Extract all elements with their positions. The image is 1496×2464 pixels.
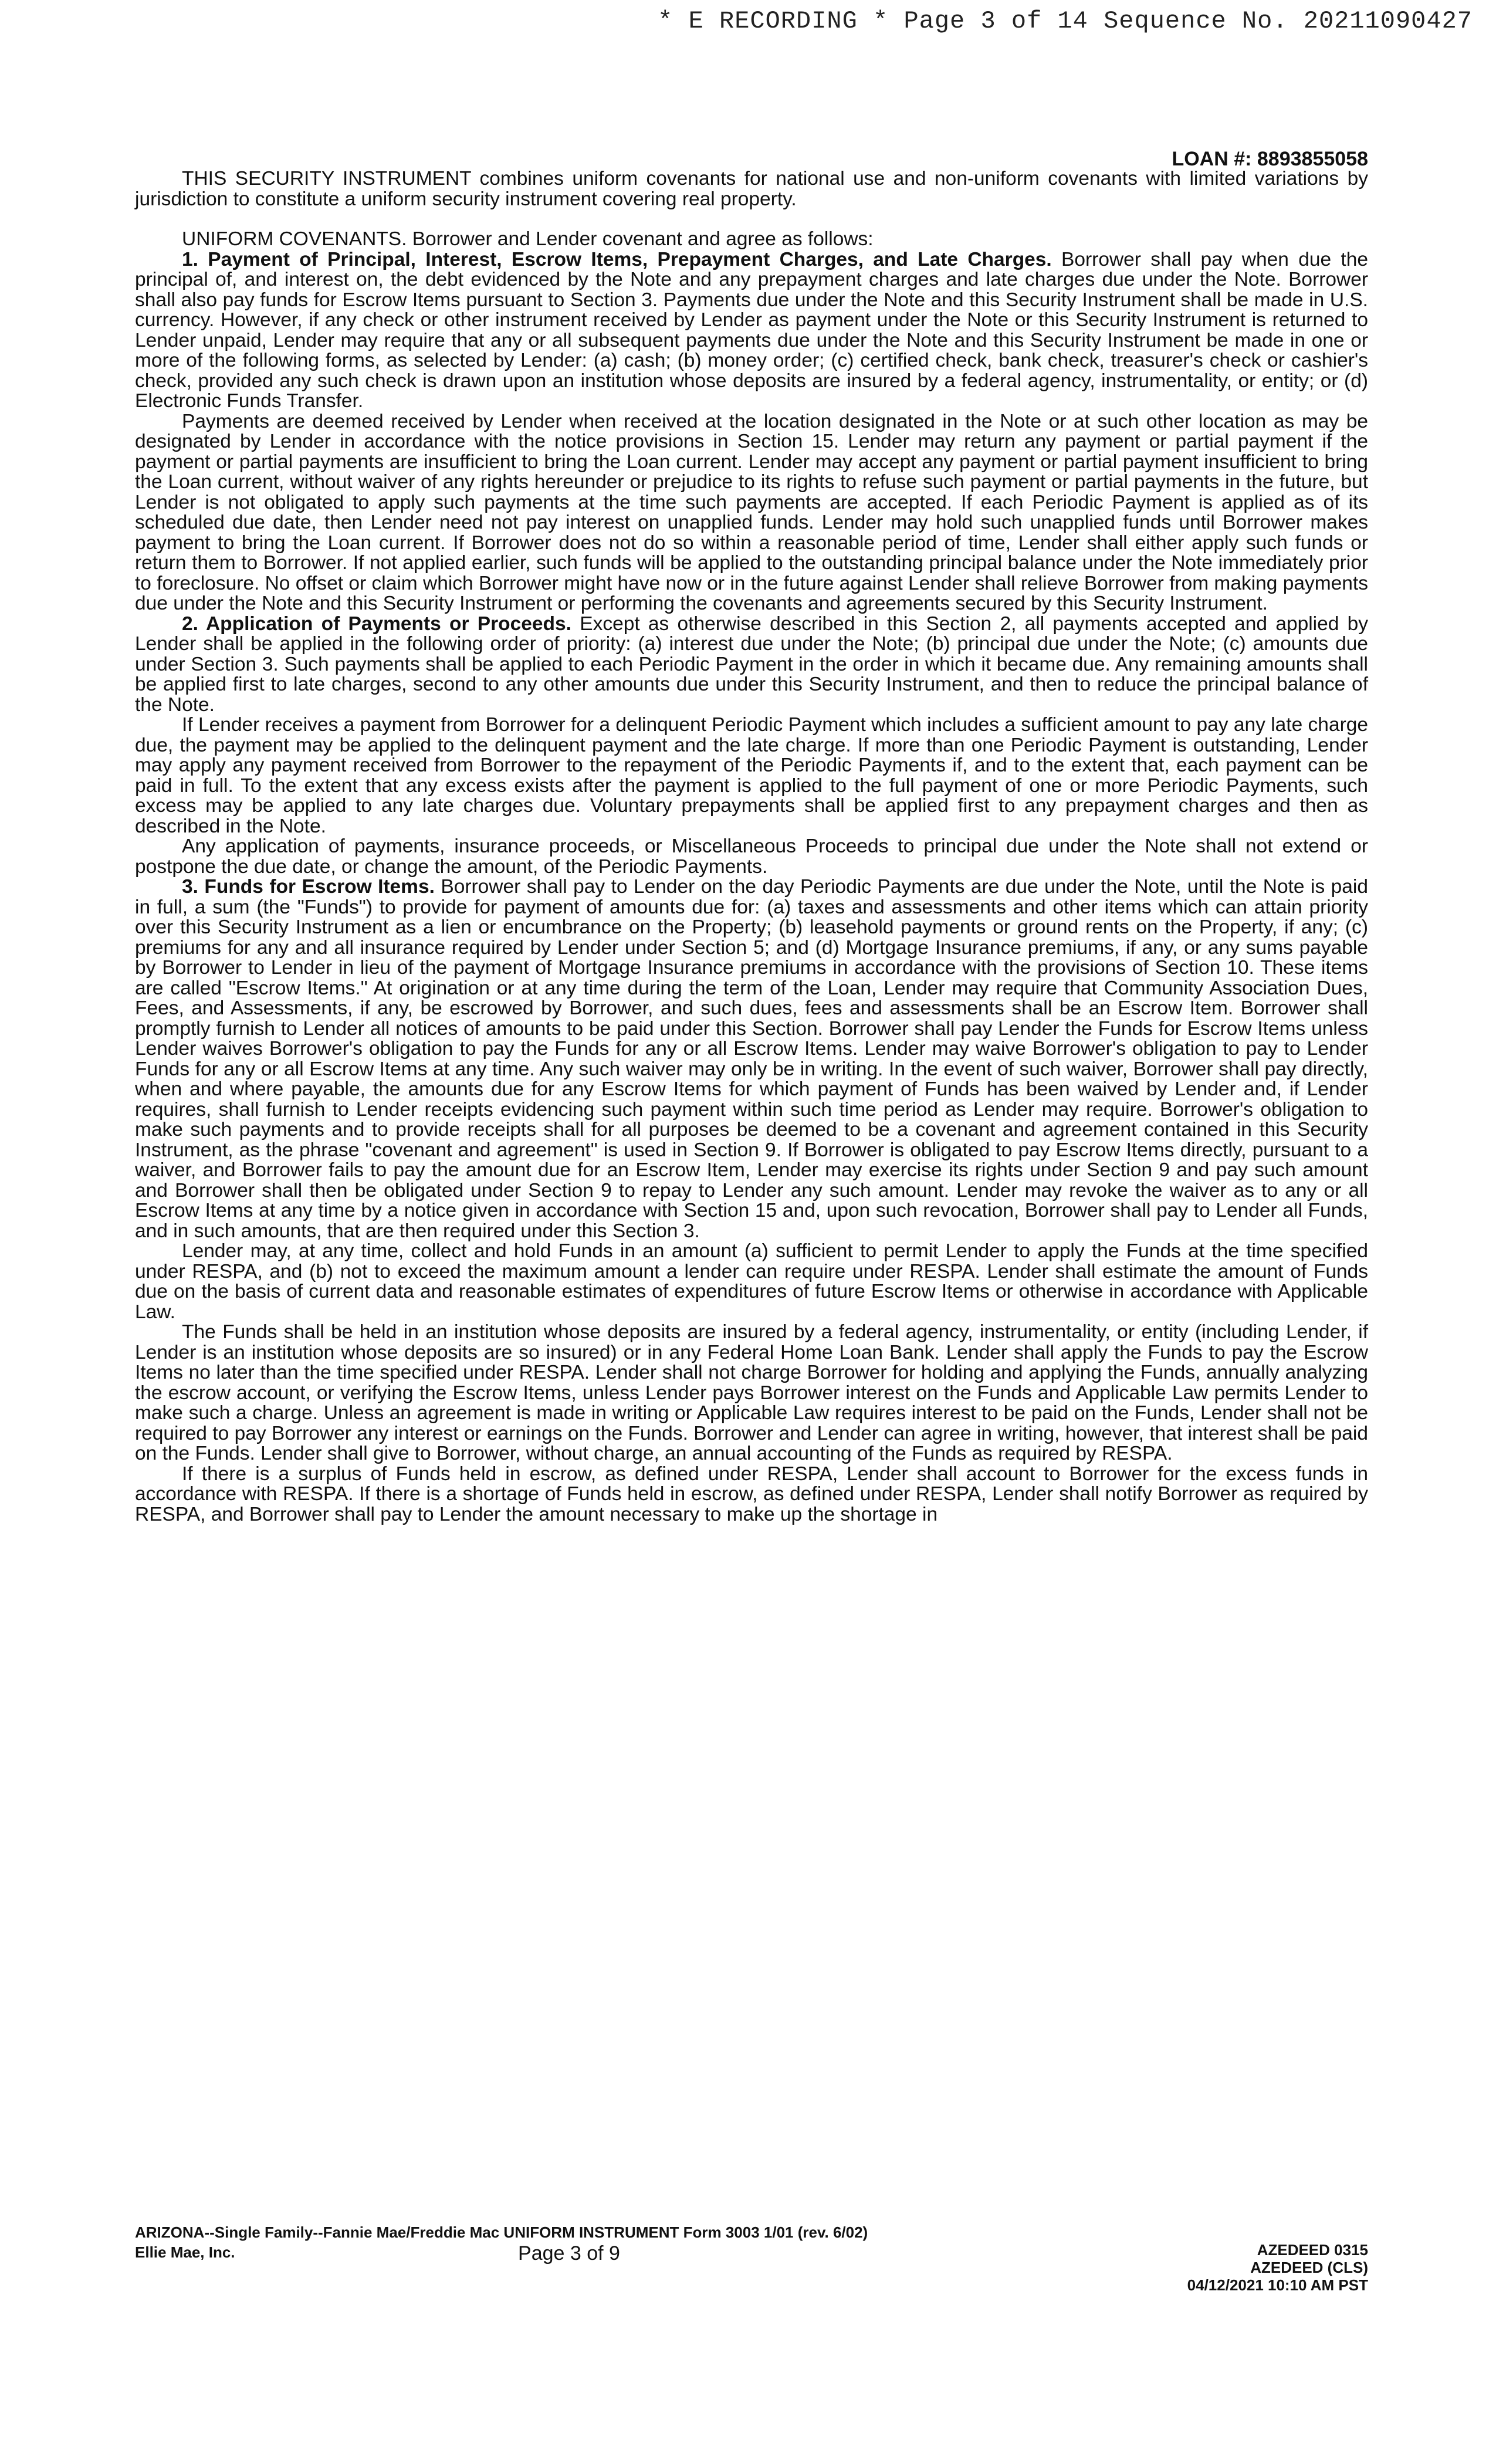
page-footer bbox=[135, 2223, 1368, 2329]
section-2-paragraph-2: If Lender receives a payment from Borrower for a delinquent Periodic Payment which includes a sufficient amount to pay any late charge due, the payment may be applied to the delinquent payment and the late charge. If more than one Periodic Payment is outstanding, Lender may apply any payment received from Borrower to the repayment of the Periodic Payments if, and to the extent that, each payment can be paid in full. To the extent that any excess exists after the payment is applied to the full payment of one or more Periodic Payments, such excess may be applied to any late charges due. Voluntary prepayments shall be applied first to any prepayment charges and then as described in the Note. bbox=[135, 714, 1368, 837]
section-3-paragraph bbox=[135, 877, 1368, 1241]
footer-form-line: ARIZONA--Single Family--Fannie Mae/Freddie Mac UNIFORM INSTRUMENT Form 3003 1/01 (rev. 6/02) bbox=[135, 2223, 868, 2241]
section-1-text: Borrower shall pay when due the principal of, and interest on, the debt evidenced by the Note and any prepayment charges and late charges due under the Note. Borrower shall also pay funds for Escrow Items pursuant to Section 3. Payments due under the Note and this Security Instrument shall be made in U.S. currency. However, if any check or other instrument received by Lender as payment under the Note or this Security Instrument is returned to Lender unpaid, Lender may require that any or all subsequent payments due under the Note and this Security Instrument be made in one or more of the following forms, as selected by Lender: (a) cash; (b) money order; (c) certified check, bank check, treasurer's check or cashier's check, provided any such check is drawn upon an institution whose deposits are insured by a federal agency, instrumentality, or entity; or (d) Electronic Funds Transfer. bbox=[135, 248, 1368, 412]
loan-number: LOAN #: 8893855058 bbox=[1172, 148, 1368, 170]
footer-timestamp: 04/12/2021 10:10 AM PST bbox=[1187, 2276, 1368, 2294]
section-1-paragraph bbox=[135, 250, 1368, 412]
uniform-covenants-heading: UNIFORM COVENANTS. Borrower and Lender covenant and agree as follows: bbox=[182, 228, 874, 250]
section-2-paragraph bbox=[135, 614, 1368, 716]
section-2-paragraph-3: Any application of payments, insurance proceeds, or Miscellaneous Proceeds to principal due under the Note shall not extend or postpone the due date, or change the amount, of the Periodic Payments. bbox=[135, 835, 1368, 878]
document-body bbox=[135, 169, 1368, 1525]
footer-company: Ellie Mae, Inc. bbox=[135, 2243, 235, 2261]
section-2-text: Except as otherwise described in this Section 2, all payments accepted and applied by Lender shall be applied in the following order of priority: (a) interest due under the Note; (b) principal due under the Note; (c) amounts due under Section 3. Such payments shall be applied to each Periodic Payment in the order in which it became due. Any remaining amounts shall be applied first to late charges, second to any other amounts due under this Security Instrument, and then to reduce the principal balance of the Note. bbox=[135, 612, 1369, 716]
section-3-paragraph-2: Lender may, at any time, collect and hold Funds in an amount (a) sufficient to permit Lender to apply the Funds at the time specified under RESPA, and (b) not to exceed the maximum amount a lender can require under RESPA. Lender shall estimate the amount of Funds due on the basis of current data and reasonable estimates of expenditures of future Escrow Items or otherwise in accordance with Applicable Law. bbox=[135, 1240, 1368, 1323]
footer-code-1: AZEDEED 0315 bbox=[1257, 2241, 1368, 2259]
intro-paragraph: THIS SECURITY INSTRUMENT combines uniform covenants for national use and non-uniform covenants with limited variations by jurisdiction to constitute a uniform security instrument covering real property. bbox=[135, 168, 1368, 210]
section-1-heading: 1. Payment of Principal, Interest, Escrow Items, Prepayment Charges, and Late Charges. bbox=[182, 248, 1052, 270]
section-2-heading: 2. Application of Payments or Proceeds. bbox=[182, 612, 571, 635]
footer-page-number: Page 3 of 9 bbox=[518, 2242, 620, 2265]
section-3-paragraph-3: The Funds shall be held in an institution whose deposits are insured by a federal agency, instrumentality, or entity (including Lender, if Lender is an institution whose deposits are so insured) or in any Federal Home Loan Bank. Lender shall apply the Funds to pay the Escrow Items no later than the time specified under RESPA. Lender shall not charge Borrower for holding and applying the Funds, annually analyzing the escrow account, or verifying the Escrow Items, unless Lender pays Borrower interest on the Funds and Applicable Law permits Lender to make such a charge. Unless an agreement is made in writing or Applicable Law requires interest to be paid on the Funds, Lender shall not be required to pay Borrower any interest or earnings on the Funds. Borrower and Lender can agree in writing, however, that interest shall be paid on the Funds. Lender shall give to Borrower, without charge, an annual accounting of the Funds as required by RESPA. bbox=[135, 1321, 1368, 1464]
recording-header: * E RECORDING * Page 3 of 14 Sequence No. 20211090427 bbox=[658, 7, 1473, 35]
section-3-heading: 3. Funds for Escrow Items. bbox=[182, 876, 435, 898]
section-3-paragraph-4: If there is a surplus of Funds held in escrow, as defined under RESPA, Lender shall account to Borrower for the excess funds in accordance with RESPA. If there is a shortage of Funds held in escrow, as defined under RESPA, Lender shall notify Borrower as required by RESPA, and Borrower shall pay to Lender the amount necessary to make up the shortage in bbox=[135, 1463, 1368, 1525]
section-3-text: Borrower shall pay to Lender on the day Periodic Payments are due under the Note, until the Note is paid in full, a sum (the "Funds") to provide for payment of amounts due for: (a) taxes and assessments and other items which can attain priority over this Security Instrument as a lien or encumbrance on the Property; (b) leasehold payments or ground rents on the Property, if any; (c) premiums for any and all insurance required by Lender under Section 5; and (d) Mortgage Insurance premiums, if any, or any sums payable by Borrower to Lender in lieu of the payment of Mortgage Insurance premiums in accordance with the provisions of Section 10. These items are called "Escrow Items." At origination or at any time during the term of the Loan, Lender may require that Community Association Dues, Fees, and Assessments, if any, be escrowed by Borrower, and such dues, fees and assessments shall be an Escrow Item. Borrower shall promptly furnish to Lender all notices of amounts to be paid under this Section. Borrower shall pay Lender the Funds for Escrow Items unless Lender waives Borrower's obligation to pay the Funds for any or all Escrow Items. Lender may waive Borrower's obligation to pay to Lender Funds for any or all Escrow Items at any time. Any such waiver may only be in writing. In the event of such waiver, Borrower shall pay directly, when and where payable, the amounts due for any Escrow Items for which payment of Funds has been waived by Lender and, if Lender requires, shall furnish to Lender receipts evidencing such payment within such time period as Lender may require. Borrower's obligation to make such payments and to provide receipts shall for all purposes be deemed to be a covenant and agreement contained in this Security Instrument, as the phrase "covenant and agreement" is used in Section 9. If Borrower is obligated to pay Escrow Items directly, pursuant to a waiver, and Borrower fails to pay the amount due for an Escrow Item, Lender may exercise its rights under Section 9 and pay such amount and Borrower shall then be obligated under Section 9 to repay to Lender any such amount. Lender may revoke the waiver as to any or all Escrow Items at any time by a notice given in accordance with Section 15 and, upon such revocation, Borrower shall pay to Lender all Funds, and in such amounts, that are then required under this Section 3. bbox=[135, 876, 1368, 1242]
section-1-paragraph-2: Payments are deemed received by Lender when received at the location designated in the Note or at such other location as may be designated by Lender in accordance with the notice provisions in Section 15. Lender may return any payment or partial payment if the payment or partial payments are insufficient to bring the Loan current. Lender may accept any payment or partial payment insufficient to bring the Loan current, without waiver of any rights hereunder or prejudice to its rights to refuse such payment or partial payments in the future, but Lender is not obligated to apply such payments at the time such payments are accepted. If each Periodic Payment is applied as of its scheduled due date, then Lender need not pay interest on unapplied funds. Lender may hold such unapplied funds until Borrower makes payment to bring the Loan current. If Borrower does not do so within a reasonable period of time, Lender shall either apply such funds or return them to Borrower. If not applied earlier, such funds will be applied to the outstanding principal balance under the Note immediately prior to foreclosure. No offset or claim which Borrower might have now or in the future against Lender shall relieve Borrower from making payments due under the Note and this Security Instrument or performing the covenants and agreements secured by this Security Instrument. bbox=[135, 410, 1368, 614]
footer-codes bbox=[1187, 2241, 1368, 2294]
footer-code-2: AZEDEED (CLS) bbox=[1250, 2259, 1368, 2276]
